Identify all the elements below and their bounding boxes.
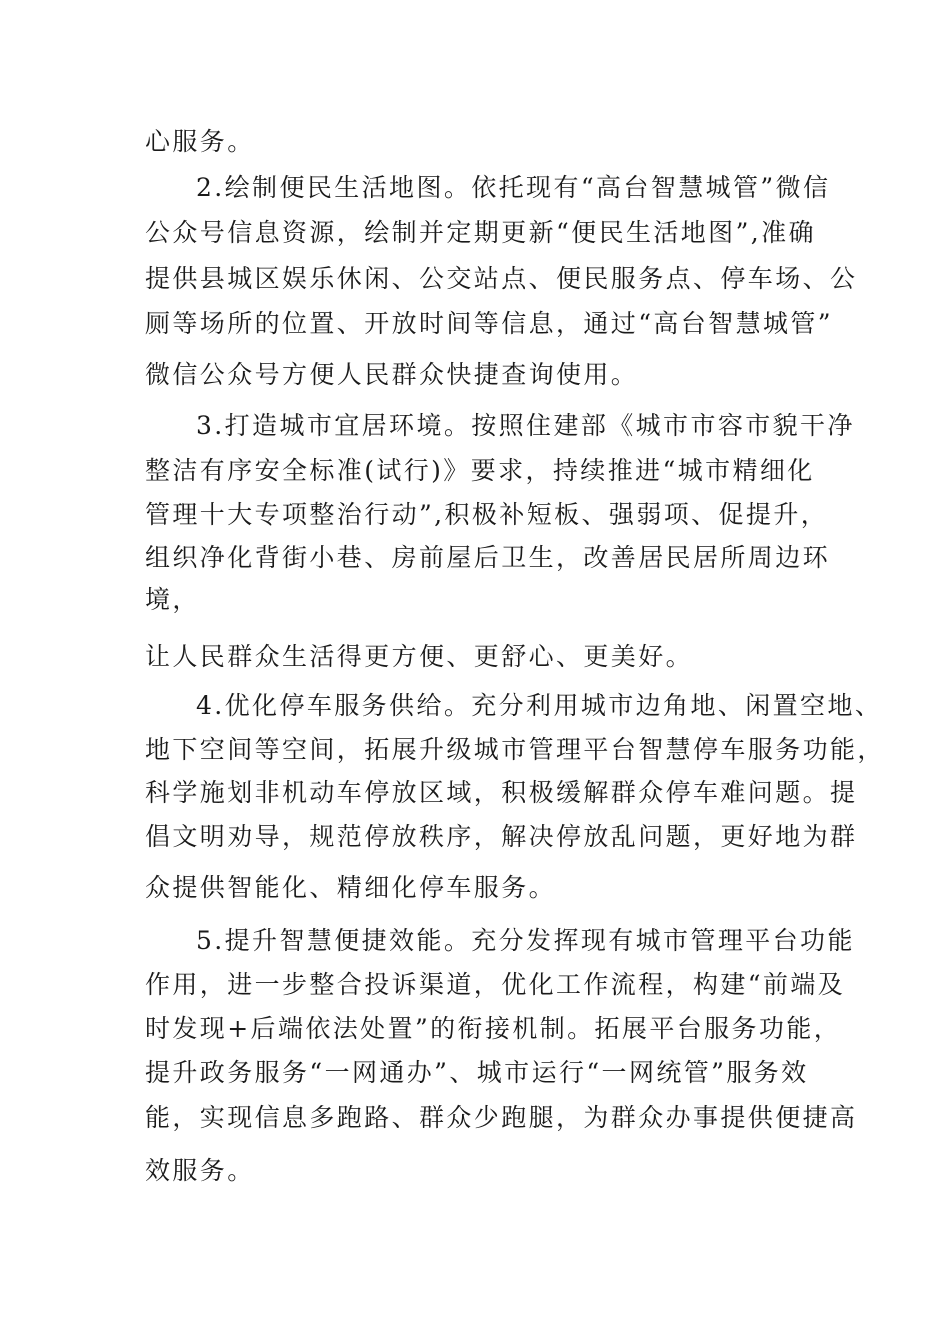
text-line: 科学施划非机动车停放区域，积极缓解群众停车难问题。提 bbox=[145, 778, 858, 807]
text-line: 公众号信息资源，绘制并定期更新“便民生活地图”,准确 bbox=[145, 218, 816, 247]
text-line: 3.打造城市宜居环境。按照住建部《城市市容市貌干净 bbox=[196, 411, 855, 440]
text-line: 作用，进一步整合投诉渠道，优化工作流程，构建“前端及 bbox=[145, 970, 846, 999]
text-line: 2.绘制便民生活地图。依托现有“高台智慧城管”微信 bbox=[196, 173, 831, 202]
text-line: 地下空间等空间，拓展升级城市管理平台智慧停车服务功能， bbox=[145, 735, 885, 764]
text-line: 组织净化背街小巷、房前屋后卫生，改善居民居所周边环 bbox=[145, 543, 831, 572]
text-line: 境， bbox=[145, 585, 200, 614]
text-line: 众提供智能化、精细化停车服务。 bbox=[145, 873, 557, 902]
text-line: 能，实现信息多跑路、群众少跑腿，为群众办事提供便捷高 bbox=[145, 1103, 858, 1132]
text-line: 倡文明劝导，规范停放秩序，解决停放乱问题，更好地为群 bbox=[145, 822, 858, 851]
text-line: 管理十大专项整治行动”,积极补短板、强弱项、促提升， bbox=[145, 500, 829, 529]
text-line: 5.提升智慧便捷效能。充分发挥现有城市管理平台功能 bbox=[196, 926, 855, 955]
text-line: 厕等场所的位置、开放时间等信息，通过“高台智慧城管” bbox=[145, 309, 833, 338]
text-line: 提升政务服务“一网通办”、城市运行“一网统管”服务效 bbox=[145, 1058, 809, 1087]
text-line: 微信公众号方便人民群众快捷查询使用。 bbox=[145, 360, 639, 389]
text-line: 时发现+后端依法处置”的衔接机制。拓展平台服务功能， bbox=[145, 1014, 842, 1043]
text-line: 4.优化停车服务供给。充分利用城市边角地、闲置空地、 bbox=[196, 691, 883, 720]
text-line: 效服务。 bbox=[145, 1156, 255, 1185]
text-line: 提供县城区娱乐休闲、公交站点、便民服务点、停车场、公 bbox=[145, 264, 858, 293]
text-line: 让人民群众生活得更方便、更舒心、更美好。 bbox=[145, 642, 694, 671]
text-line: 心服务。 bbox=[145, 127, 255, 156]
text-line: 整洁有序安全标准(试行)》要求，持续推进“城市精细化 bbox=[145, 456, 815, 485]
